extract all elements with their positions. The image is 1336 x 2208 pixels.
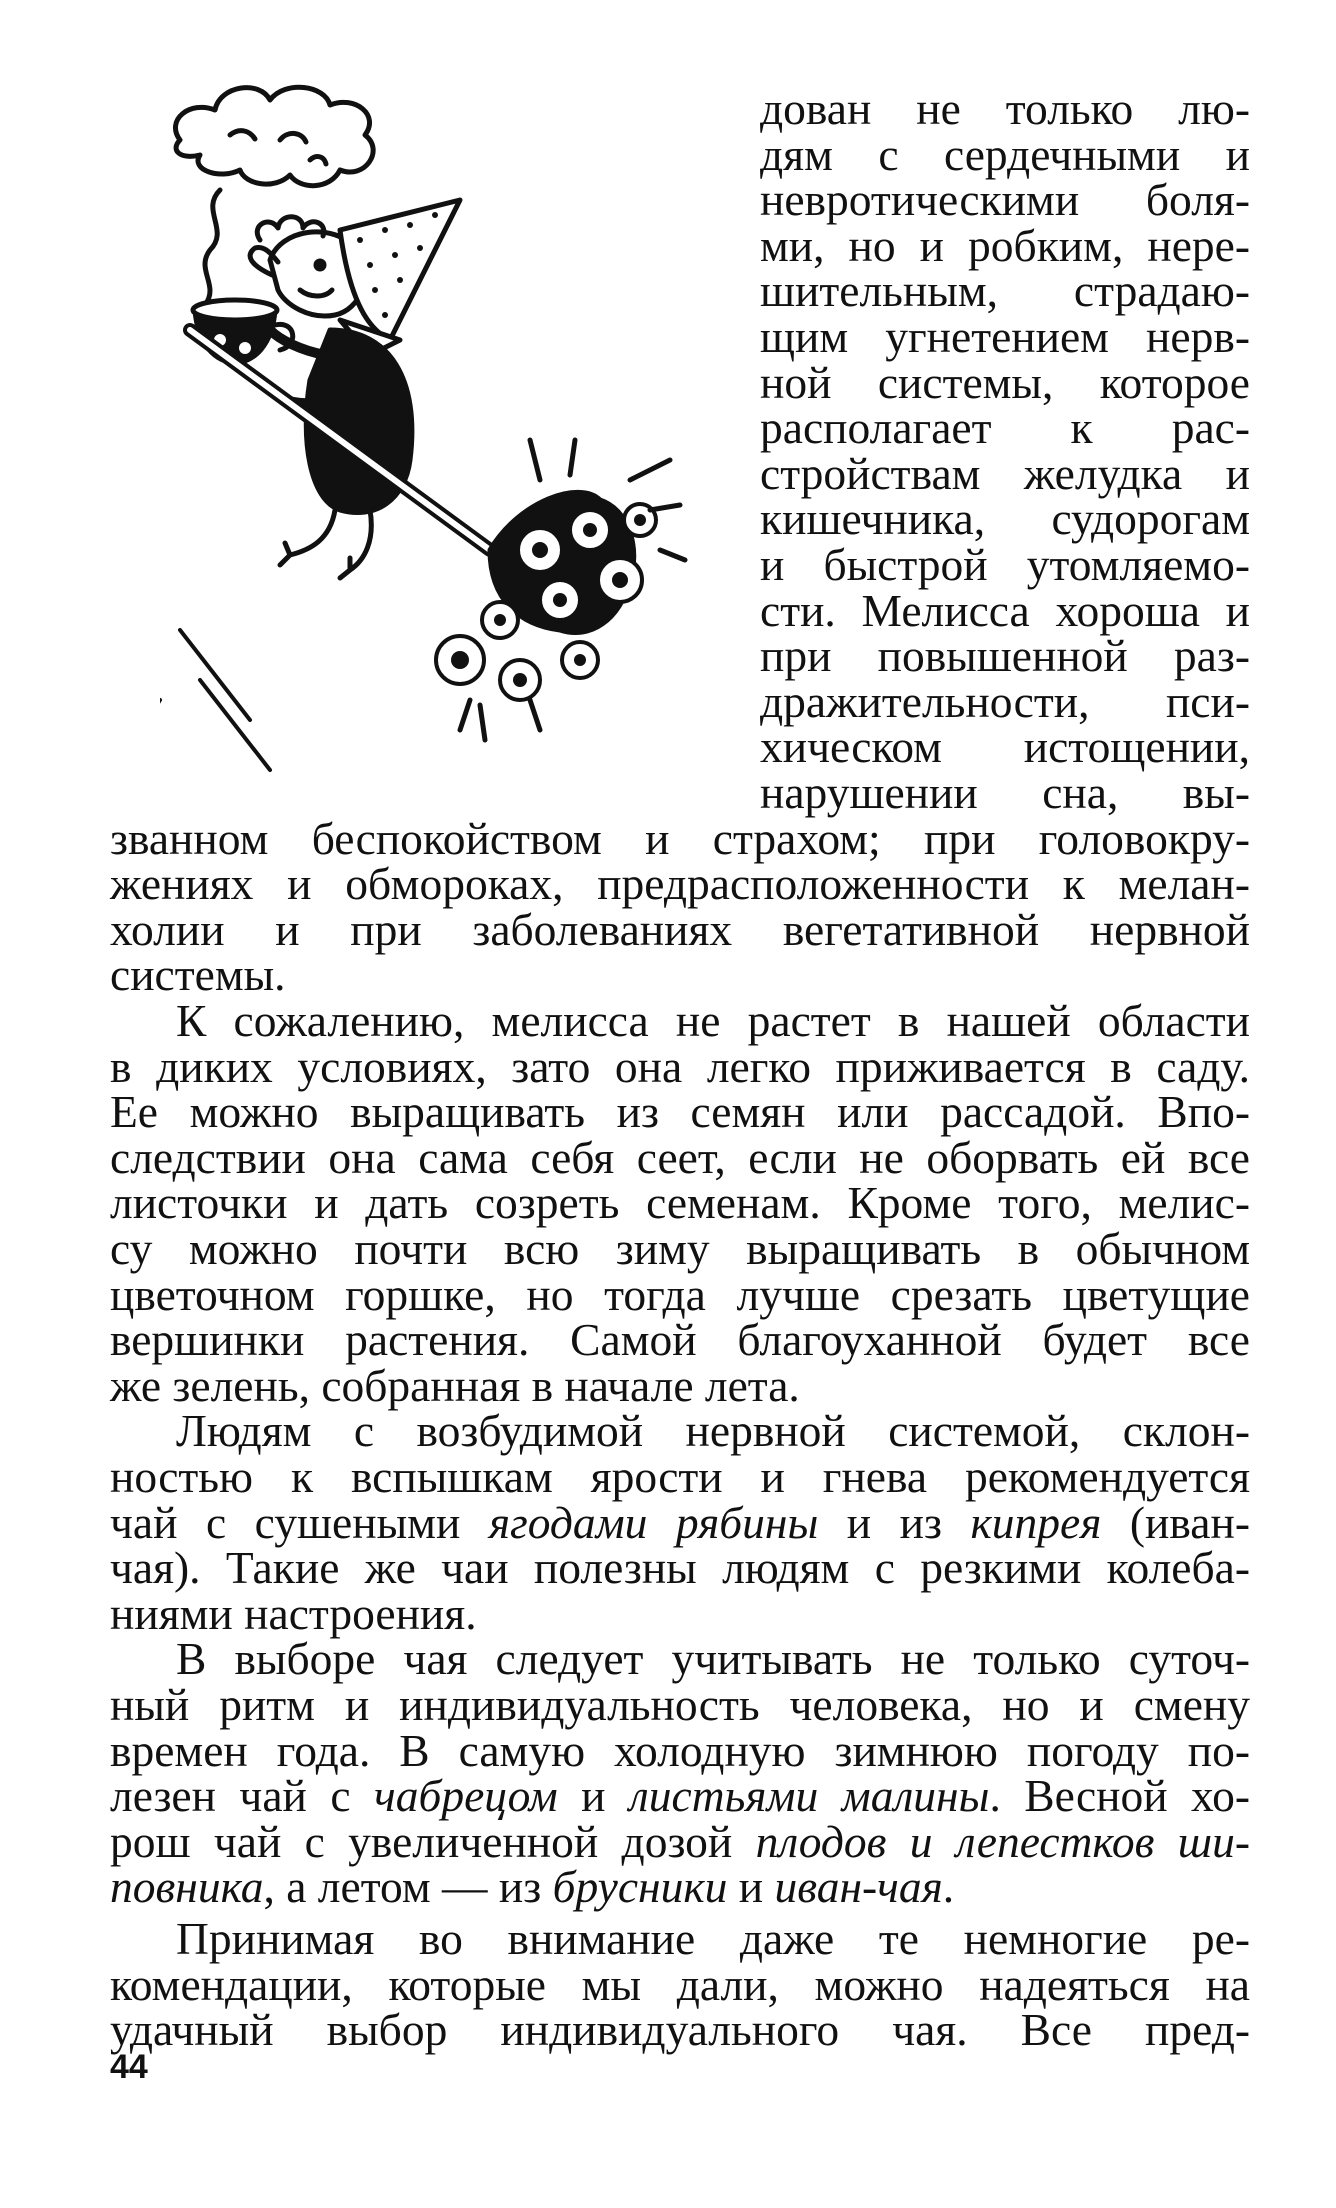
text-line: системы. <box>110 949 286 1001</box>
text-line: хическом истощении, <box>760 721 1250 773</box>
text-line: щим угнетением нерв- <box>760 311 1250 362</box>
text-line: комендации, которые мы дали, можно надеяться на <box>110 1958 1250 2010</box>
text-line: В выборе чая следует учитывать не только суточ- <box>176 1633 1250 1685</box>
text-line: сти. Мелисса хороша и <box>760 584 1250 636</box>
text-line: удачный выбор индивидуального чая. Все пред- <box>110 2004 1250 2056</box>
text-line: холии и при заболеваниях вегетативной нервной <box>110 903 1250 955</box>
text-line: и быстрой утомляемо- <box>760 539 1250 590</box>
text-line: ниями настроения. <box>110 1587 477 1639</box>
text-line: жениях и обмороках, предрасположенности к мелан- <box>110 858 1250 910</box>
text-line: К сожалению, мелисса не растет в нашей области <box>176 995 1250 1046</box>
text-line: вершинки растения. Самой благоуханной будет все <box>110 1314 1250 1366</box>
text-line: дям с сердечными и <box>760 128 1250 180</box>
text-line: Ее можно выращивать из семян или рассадой. Впо- <box>110 1086 1250 1138</box>
text-line: кишечника, судорогам <box>760 493 1250 545</box>
text-line: времен года. В самую холодную зимнюю погоду по- <box>110 1724 1250 1776</box>
text-line: при повышенной раз- <box>760 630 1250 682</box>
text-line: Принимая во внимание даже те немногие ре- <box>176 1913 1250 1964</box>
text-line: листочки и дать созреть семенам. Кроме того, мелис- <box>110 1177 1250 1229</box>
text-line: же зелень, собранная в начале лета. <box>110 1359 800 1411</box>
text-line: дражительности, пси- <box>760 675 1250 727</box>
text-line: следствии она сама себя сеет, если не оборвать ей все <box>110 1131 1250 1183</box>
text-line: ный ритм и индивидуальность человека, но и смену <box>110 1679 1250 1730</box>
text-line: Людям с возбудимой нервной системой, склон- <box>176 1405 1250 1457</box>
text-line: повника, а летом — из брусники и иван-чая. <box>110 1861 955 1913</box>
text-line: лезен чай с чабрецом и листьями малины. Весной хо- <box>110 1770 1250 1822</box>
text-line: званном беспокойством и страхом; при головокру- <box>110 812 1250 864</box>
text-line: располагает к рас- <box>760 402 1250 454</box>
text-line: су можно почти всю зиму выращивать в обычном <box>110 1223 1250 1274</box>
text-line: ностью к вспышкам ярости и гнева рекомендуется <box>110 1451 1250 1502</box>
text-line: рош чай с увеличенной дозой плодов и лепестков ши- <box>110 1815 1250 1867</box>
text-line: ной системы, которое <box>760 356 1250 408</box>
text-line: невротическими боля- <box>760 174 1250 226</box>
text-line: стройствам желудка и <box>760 447 1250 499</box>
text-line: ми, но и робким, нере- <box>760 219 1250 271</box>
page-number: 44 <box>110 2048 148 2086</box>
text-line: в диких условиях, зато она легко приживается в саду. <box>110 1040 1250 1092</box>
text-line: нарушении сна, вы- <box>760 767 1250 818</box>
text-line: шительным, страдаю- <box>760 265 1250 317</box>
text-line: чая). Такие же чаи полезны людям с резкими колеба- <box>110 1542 1250 1594</box>
text-line: дован не только лю- <box>760 83 1250 134</box>
text-line: чай с сушеными ягодами рябины и из кипрея (иван- <box>110 1496 1250 1548</box>
witch-on-broom-illustration <box>160 80 720 840</box>
text-line: цветочном горшке, но тогда лучше срезать цветущие <box>110 1268 1250 1320</box>
